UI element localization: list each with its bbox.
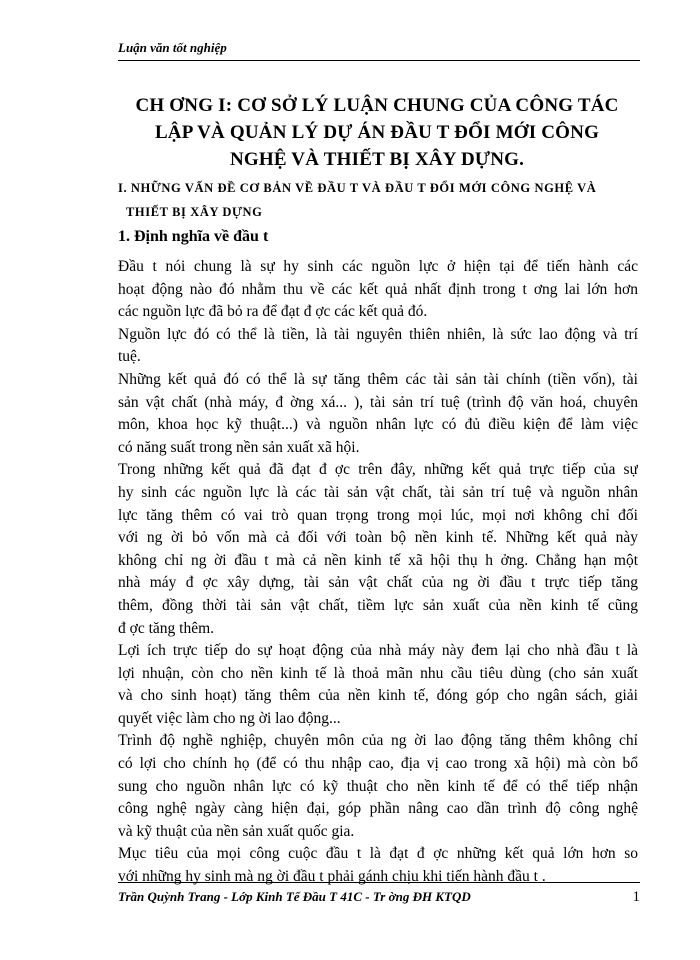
text-line: nhà máy đ ợc xây dựng, tài sản vật chất của ng ời đầu t trực tiếp tăng	[118, 574, 638, 592]
footer-text: Trần Quỳnh Trang - Lớp Kinh Tế Đầu T 41C - Tr ờng ĐH KTQD	[118, 889, 471, 904]
paragraph	[118, 640, 638, 730]
text-line: có lợi cho chính họ (để có thu nhập cao, địa vị cao trong xã hội) mà còn bổ	[118, 755, 638, 773]
text-line: và cho sinh hoạt) tăng thêm của nền kinh tế, đóng góp cho ngân sách, giải	[118, 687, 638, 705]
text-line: Lợi ích trực tiếp do sự hoạt động của nhà máy này đem lại cho nhà đầu t là	[118, 642, 638, 660]
text-line: thêm, đồng thời tài sản vật chất, tiềm lực sản xuất của nền kinh tế cũng	[118, 596, 638, 614]
paragraph	[118, 459, 638, 640]
text-line: sản vật chất (nhà máy, đ ờng xá... ), tài sản trí tuệ (trình độ văn hoá, chuyên	[118, 393, 638, 411]
page-footer	[118, 882, 640, 906]
text-line: có năng suất trong nền sản xuất xã hội.	[118, 438, 360, 456]
chapter-title-line: CH ƠNG I: CƠ SỞ LÝ LUẬN CHUNG CỦA CÔNG TÁC	[135, 95, 619, 116]
paragraph	[118, 256, 638, 324]
text-line: môn, khoa học kỹ thuật...) và nguồn nhân lực có đủ điều kiện để làm việc	[118, 416, 638, 434]
chapter-title	[112, 92, 642, 173]
page-header	[118, 40, 640, 61]
text-line: Đầu t nói chung là sự hy sinh các nguồn lực ở hiện tại để tiến hành các	[118, 258, 638, 275]
text-line: hy sinh các nguồn lực là các tài sản vật chất, tài sản trí tuệ và nguồn nhân	[118, 483, 638, 501]
section-title-line: I. NHỮNG VẤN ĐỀ CƠ BẢN VỀ ĐẦU T VÀ ĐẦU T ĐỔI MỚI CÔNG NGHỆ VÀ	[118, 181, 597, 195]
text-line: Những kết quả đó có thể là sự tăng thêm các tài sản tài chính (tiền vốn), tài	[118, 370, 638, 388]
body-text	[118, 256, 638, 889]
chapter-title-line: NGHỆ VÀ THIẾT BỊ XÂY DỰNG.	[229, 149, 525, 170]
paragraph	[118, 730, 638, 843]
page-number: 1	[632, 889, 640, 905]
text-line: và kỹ thuật của nền sản xuất quốc gia.	[118, 822, 355, 840]
section-title-line: THIẾT BỊ XÂY DỰNG	[126, 205, 263, 219]
paragraph	[118, 369, 638, 459]
header-text: Luận văn tốt nghiệp	[118, 40, 227, 55]
text-line: với những hy sinh mà ng ời đầu t phải gánh chịu khi tiến hành đầu t .	[118, 868, 546, 886]
subsection-title: 1. Định nghĩa về đầu t	[118, 228, 269, 245]
text-line: không chỉ ng ời đầu t mà cả nền kinh tế xã hội thụ h ởng. Chẳng hạn một	[118, 551, 638, 569]
text-line: lực tăng thêm có vai trò quan trọng trong mọi lúc, mọi nơi không chỉ đối	[118, 506, 638, 524]
text-line: sung cho nguồn nhân lực có kỹ thuật cho nền kinh tế để có thể tiếp nhận	[118, 777, 638, 795]
text-line: Mục tiêu của mọi công cuộc đầu t là đạt đ ợc những kết quả lớn hơn so	[118, 845, 638, 863]
text-line: Nguồn lực đó có thể là tiền, là tài nguyên thiên nhiên, là sức lao động và trí	[118, 325, 638, 343]
text-line: hoạt động nào đó nhằm thu về các kết quả nhất định trong t ơng lai lớn hơn	[118, 280, 638, 298]
text-line: đ ợc tăng thêm.	[118, 619, 215, 637]
text-line: Trình độ nghề nghiệp, chuyên môn của ng ời lao động tăng thêm không chỉ	[118, 732, 638, 750]
text-line: quyết việc làm cho ng ời lao động...	[118, 709, 341, 727]
text-line: với ng ời bỏ vốn mà cả đối với toàn bộ nền kinh tế. Những kết quả này	[118, 529, 638, 547]
paragraph	[118, 324, 638, 369]
text-line: Trong những kết quả đã đạt đ ợc trên đây, những kết quả trực tiếp của sự	[118, 461, 638, 479]
text-line: công nghệ ngày càng hiện đại, góp phần nâng cao dần trình độ công nghệ	[118, 800, 638, 818]
chapter-title-line: LẬP VÀ QUẢN LÝ DỰ ÁN ĐẦU T ĐỔI MỚI CÔNG	[154, 122, 600, 143]
text-line: tuệ.	[118, 348, 141, 366]
section-title	[118, 176, 658, 224]
text-line: lợi nhuận, còn cho nền kinh tế là thoả mãn nhu cầu tiêu dùng (cho sản xuất	[118, 664, 638, 682]
text-line: các nguồn lực đã bỏ ra để đạt đ ợc các kết quả đó.	[118, 303, 428, 321]
